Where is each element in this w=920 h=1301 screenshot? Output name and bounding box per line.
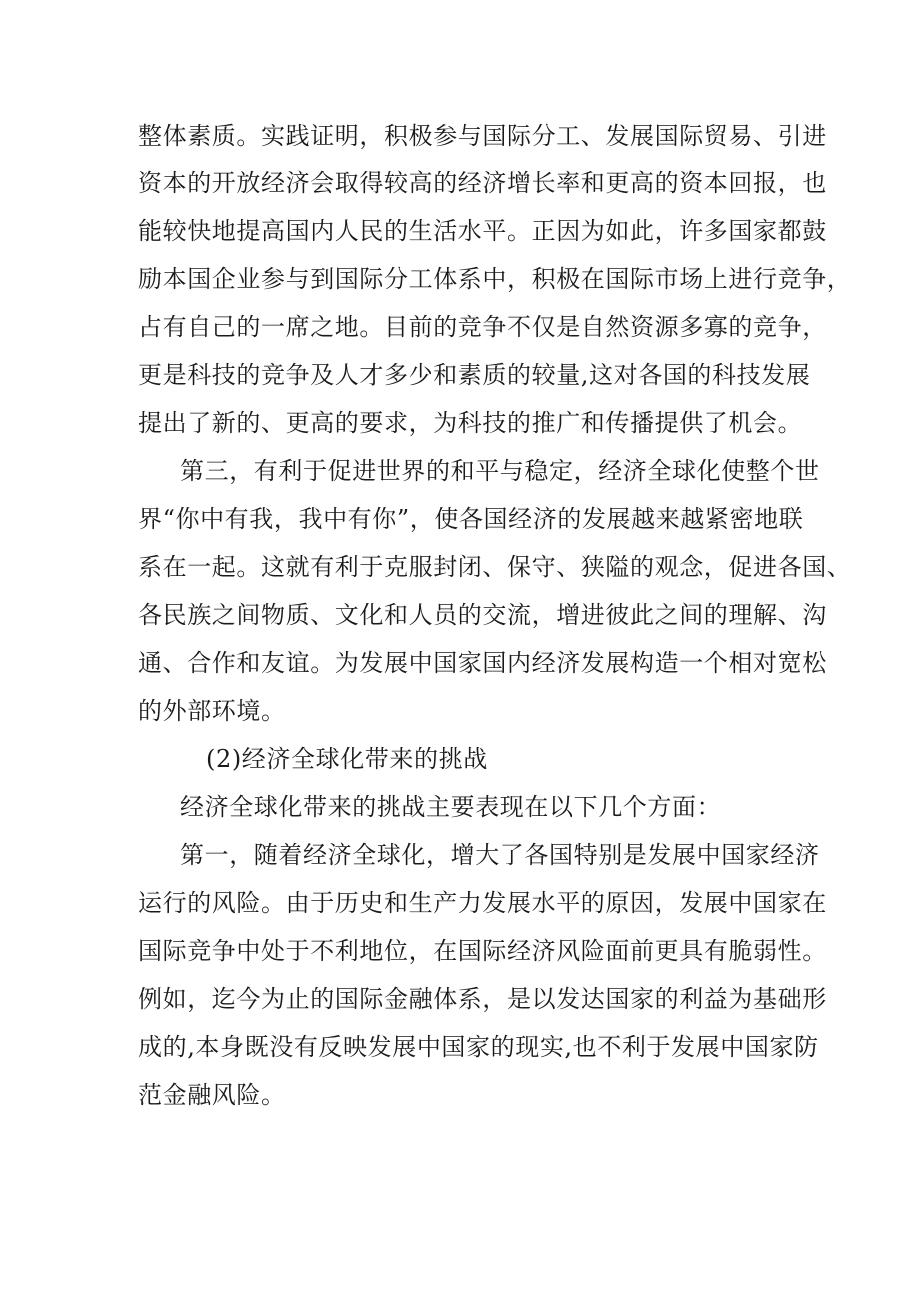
text-line: 成的,本身既没有反映发展中国家的现实,也不利于发展中国家防: [138, 1033, 819, 1061]
text-line: 励本国企业参与到国际分工体系中，积极在国际市场上进行竞争，: [138, 265, 852, 293]
text-line: 例如，迄今为止的国际金融体系，是以发达国家的利益为基础形: [138, 985, 827, 1013]
text-line: 各民族之间物质、文化和人员的交流，增进彼此之间的理解、沟: [138, 601, 827, 629]
text-line: 的外部环境。: [138, 697, 286, 725]
paragraph-first-line: 第三，有利于促进世界的和平与稳定，经济全球化使整个世: [180, 457, 820, 485]
text-line: 占有自己的一席之地。目前的竞争不仅是自然资源多寡的竞争，: [138, 313, 827, 341]
text-line: 范金融风险。: [138, 1081, 286, 1109]
text-line: 整体素质。实践证明，积极参与国际分工、发展国际贸易、引进: [138, 122, 827, 150]
text-line: 系在一起。这就有利于克服封闭、保守、狭隘的观念，促进各国、: [138, 553, 852, 581]
section-heading: (2)经济全球化带来的挑战: [206, 745, 488, 773]
text-line: 提出了新的、更高的要求，为科技的推广和传播提供了机会。: [138, 409, 803, 437]
text-line: 通、合作和友谊。为发展中国家国内经济发展构造一个相对宽松: [138, 649, 827, 677]
text-line: 能较快地提高国内人民的生活水平。正因为如此，许多国家都鼓: [138, 217, 827, 245]
text-line: 资本的开放经济会取得较高的经济增长率和更高的资本回报，也: [138, 169, 827, 197]
paragraph-first-line: 经济全球化带来的挑战主要表现在以下几个方面：: [180, 793, 722, 821]
text-line: 更是科技的竞争及人才多少和素质的较量,这对各国的科技发展: [138, 361, 811, 389]
text-line: 界“你中有我，我中有你”，使各国经济的发展越来越紧密地联: [138, 505, 804, 533]
text-line: 运行的风险。由于历史和生产力发展水平的原因，发展中国家在: [138, 889, 827, 917]
text-line: 国际竞争中处于不利地位，在国际经济风险面前更具有脆弱性。: [138, 937, 827, 965]
paragraph-first-line: 第一，随着经济全球化，增大了各国特别是发展中国家经济: [180, 841, 820, 869]
